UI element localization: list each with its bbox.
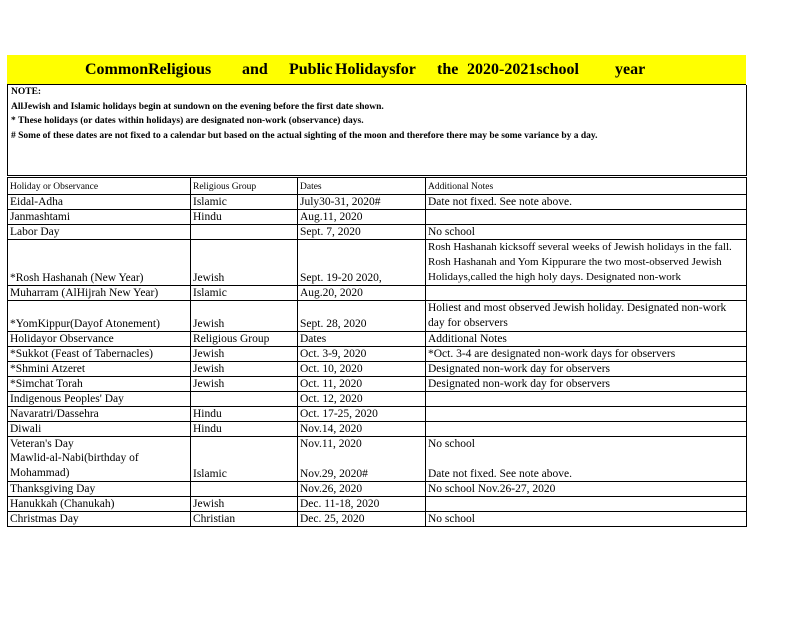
- holiday-cell: Christmas Day: [8, 512, 191, 527]
- title-word: the: [437, 61, 459, 78]
- page-title: [7, 55, 746, 84]
- note-line: # Some of these dates are not fixed to a calendar but based on the actual sighting of the moon and therefore there may be some variance by a day.: [11, 131, 598, 141]
- note-box: [7, 85, 747, 176]
- notes-cell: No school: [426, 437, 747, 452]
- holiday-cell: Mawlid-al-Nabi(birthday of Mohammad): [8, 451, 191, 482]
- holiday-cell: *Rosh Hashanah (New Year): [8, 240, 191, 286]
- date-cell: Nov.11, 2020: [298, 437, 426, 452]
- group-cell: [191, 392, 298, 407]
- group-cell: Jewish: [191, 301, 298, 332]
- holiday-cell: *Sukkot (Feast of Tabernacles): [8, 347, 191, 362]
- holiday-cell: Diwali: [8, 422, 191, 437]
- date-cell: Oct. 11, 2020: [298, 377, 426, 392]
- table-row: [8, 195, 747, 210]
- group-cell: [191, 482, 298, 497]
- table-row: [8, 512, 747, 527]
- date-cell: Dec. 11-18, 2020: [298, 497, 426, 512]
- holiday-cell: Eidal-Adha: [8, 195, 191, 210]
- date-cell: Oct. 12, 2020: [298, 392, 426, 407]
- group-cell: Hindu: [191, 422, 298, 437]
- notes-cell: Rosh Hashanah kicksoff several weeks of Jewish holidays in the fall. Rosh Hashanah and Yom Kippurare the two most-observed Jewish Holidays,called the high holy days. Designated non-work: [426, 240, 747, 286]
- column-header: Dates: [298, 178, 426, 195]
- notes-cell: [426, 422, 747, 437]
- title-word: Holidaysfor: [335, 61, 416, 78]
- title-word: 2020-2021school: [467, 61, 579, 78]
- group-cell: [191, 437, 298, 452]
- table-row: [8, 240, 747, 286]
- notes-cell: Date not fixed. See note above.: [426, 451, 747, 482]
- group-cell: Jewish: [191, 497, 298, 512]
- group-cell: Religious Group: [191, 332, 298, 347]
- holiday-cell: Indigenous Peoples' Day: [8, 392, 191, 407]
- holiday-cell: Holidayor Observance: [8, 332, 191, 347]
- date-cell: July30-31, 2020#: [298, 195, 426, 210]
- holiday-cell: *YomKippur(Dayof Atonement): [8, 301, 191, 332]
- date-cell: Nov.29, 2020#: [298, 451, 426, 482]
- table-row: [8, 301, 747, 332]
- table-row: [8, 392, 747, 407]
- group-cell: Christian: [191, 512, 298, 527]
- group-cell: Islamic: [191, 451, 298, 482]
- holiday-cell: Navaratri/Dassehra: [8, 407, 191, 422]
- table-row: [8, 451, 747, 482]
- table-row: [8, 362, 747, 377]
- date-cell: Dates: [298, 332, 426, 347]
- holiday-cell: *Shmini Atzeret: [8, 362, 191, 377]
- holiday-table: [7, 177, 747, 527]
- notes-cell: Additional Notes: [426, 332, 747, 347]
- notes-cell: Holiest and most observed Jewish holiday. Designated non-work day for observers: [426, 301, 747, 332]
- notes-cell: No school Nov.26-27, 2020: [426, 482, 747, 497]
- date-cell: Sept. 7, 2020: [298, 225, 426, 240]
- group-cell: [191, 225, 298, 240]
- date-cell: Dec. 25, 2020: [298, 512, 426, 527]
- note-line: * These holidays (or dates within holidays) are designated non-work (observance) days.: [11, 116, 364, 126]
- date-cell: Sept. 28, 2020: [298, 301, 426, 332]
- note-line: AllJewish and Islamic holidays begin at sundown on the evening before the first date shown.: [11, 102, 384, 112]
- table-row: [8, 332, 747, 347]
- group-cell: Hindu: [191, 210, 298, 225]
- note-heading: NOTE:: [11, 87, 42, 97]
- group-cell: Jewish: [191, 347, 298, 362]
- notes-cell: Designated non-work day for observers: [426, 362, 747, 377]
- table-row: [8, 225, 747, 240]
- holiday-cell: Muharram (AlHijrah New Year): [8, 286, 191, 301]
- table-row: [8, 377, 747, 392]
- notes-cell: [426, 497, 747, 512]
- column-header: Religious Group: [191, 178, 298, 195]
- table-row: [8, 482, 747, 497]
- table-row: [8, 497, 747, 512]
- table-header-row: [8, 178, 747, 195]
- table-row: [8, 210, 747, 225]
- holiday-cell: Hanukkah (Chanukah): [8, 497, 191, 512]
- group-cell: Islamic: [191, 286, 298, 301]
- table-row: [8, 286, 747, 301]
- holiday-cell: Labor Day: [8, 225, 191, 240]
- group-cell: Jewish: [191, 377, 298, 392]
- date-cell: Nov.26, 2020: [298, 482, 426, 497]
- group-cell: Jewish: [191, 362, 298, 377]
- notes-cell: No school: [426, 225, 747, 240]
- group-cell: Islamic: [191, 195, 298, 210]
- title-word: CommonReligious: [85, 61, 212, 78]
- title-word: Public: [289, 61, 333, 78]
- title-word: year: [615, 61, 646, 78]
- title-word: and: [242, 61, 268, 78]
- date-cell: Oct. 3-9, 2020: [298, 347, 426, 362]
- notes-cell: [426, 392, 747, 407]
- holiday-cell: Janmashtami: [8, 210, 191, 225]
- table-row: [8, 347, 747, 362]
- title-banner: [7, 55, 746, 85]
- column-header: Holiday or Observance: [8, 178, 191, 195]
- column-header: Additional Notes: [426, 178, 747, 195]
- holiday-cell: Veteran's Day: [8, 437, 191, 452]
- group-cell: Jewish: [191, 240, 298, 286]
- group-cell: Hindu: [191, 407, 298, 422]
- holiday-cell: *Simchat Torah: [8, 377, 191, 392]
- notes-cell: [426, 407, 747, 422]
- notes-cell: *Oct. 3-4 are designated non-work days for observers: [426, 347, 747, 362]
- notes-cell: No school: [426, 512, 747, 527]
- notes-cell: Designated non-work day for observers: [426, 377, 747, 392]
- table-row: [8, 407, 747, 422]
- date-cell: Oct. 10, 2020: [298, 362, 426, 377]
- notes-cell: Date not fixed. See note above.: [426, 195, 747, 210]
- holiday-cell: Thanksgiving Day: [8, 482, 191, 497]
- date-cell: Oct. 17-25, 2020: [298, 407, 426, 422]
- table-row: [8, 437, 747, 452]
- date-cell: Aug.20, 2020: [298, 286, 426, 301]
- date-cell: Sept. 19-20 2020,: [298, 240, 426, 286]
- notes-cell: [426, 210, 747, 225]
- date-cell: Aug.11, 2020: [298, 210, 426, 225]
- date-cell: Nov.14, 2020: [298, 422, 426, 437]
- table-row: [8, 422, 747, 437]
- notes-cell: [426, 286, 747, 301]
